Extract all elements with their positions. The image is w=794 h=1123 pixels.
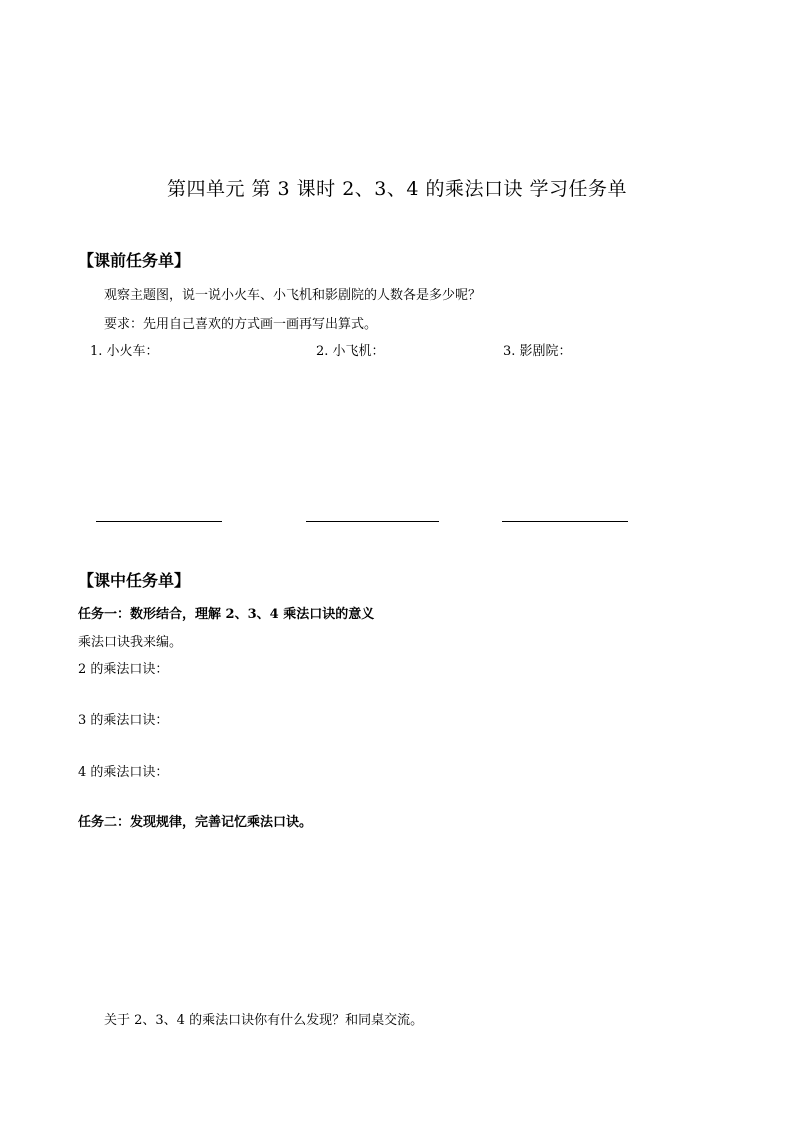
task1-intro: 乘法口诀我来编。 <box>78 635 183 650</box>
item-label: 小飞机： <box>332 344 385 359</box>
item-theater <box>503 340 572 359</box>
item-label: 影剧院： <box>519 344 572 359</box>
in-class-heading: 【课中任务单】 <box>78 571 191 590</box>
task2-prompt: 关于 2、3、4 的乘法口诀你有什么发现？和同桌交流。 <box>104 1013 424 1028</box>
page-title: 第四单元 第 3 课时 2、3、4 的乘法口诀 学习任务单 <box>166 178 628 200</box>
answer-line-train[interactable] <box>96 521 222 522</box>
item-number: 3. <box>503 344 516 359</box>
item-number: 2. <box>316 344 329 359</box>
item-train <box>90 340 159 359</box>
table-4-label: 4 的乘法口诀： <box>78 765 169 780</box>
item-label: 小火车： <box>106 344 159 359</box>
pre-class-instruction: 观察主题图，说一说小火车、小飞机和影剧院的人数各是多少呢？ <box>104 288 482 303</box>
task2-title: 任务二：发现规律，完善记忆乘法口诀。 <box>78 815 313 830</box>
item-number: 1. <box>90 344 103 359</box>
table-2-label: 2 的乘法口诀： <box>78 662 169 677</box>
pre-class-requirement: 要求：先用自己喜欢的方式画一画再写出算式。 <box>104 317 378 332</box>
pre-class-heading: 【课前任务单】 <box>78 251 191 270</box>
table-3-label: 3 的乘法口诀： <box>78 713 169 728</box>
task1-title: 任务一：数形结合，理解 2、3、4 乘法口诀的意义 <box>78 607 375 622</box>
answer-line-theater[interactable] <box>502 521 628 522</box>
answer-line-plane[interactable] <box>306 521 439 522</box>
item-plane <box>316 340 385 359</box>
